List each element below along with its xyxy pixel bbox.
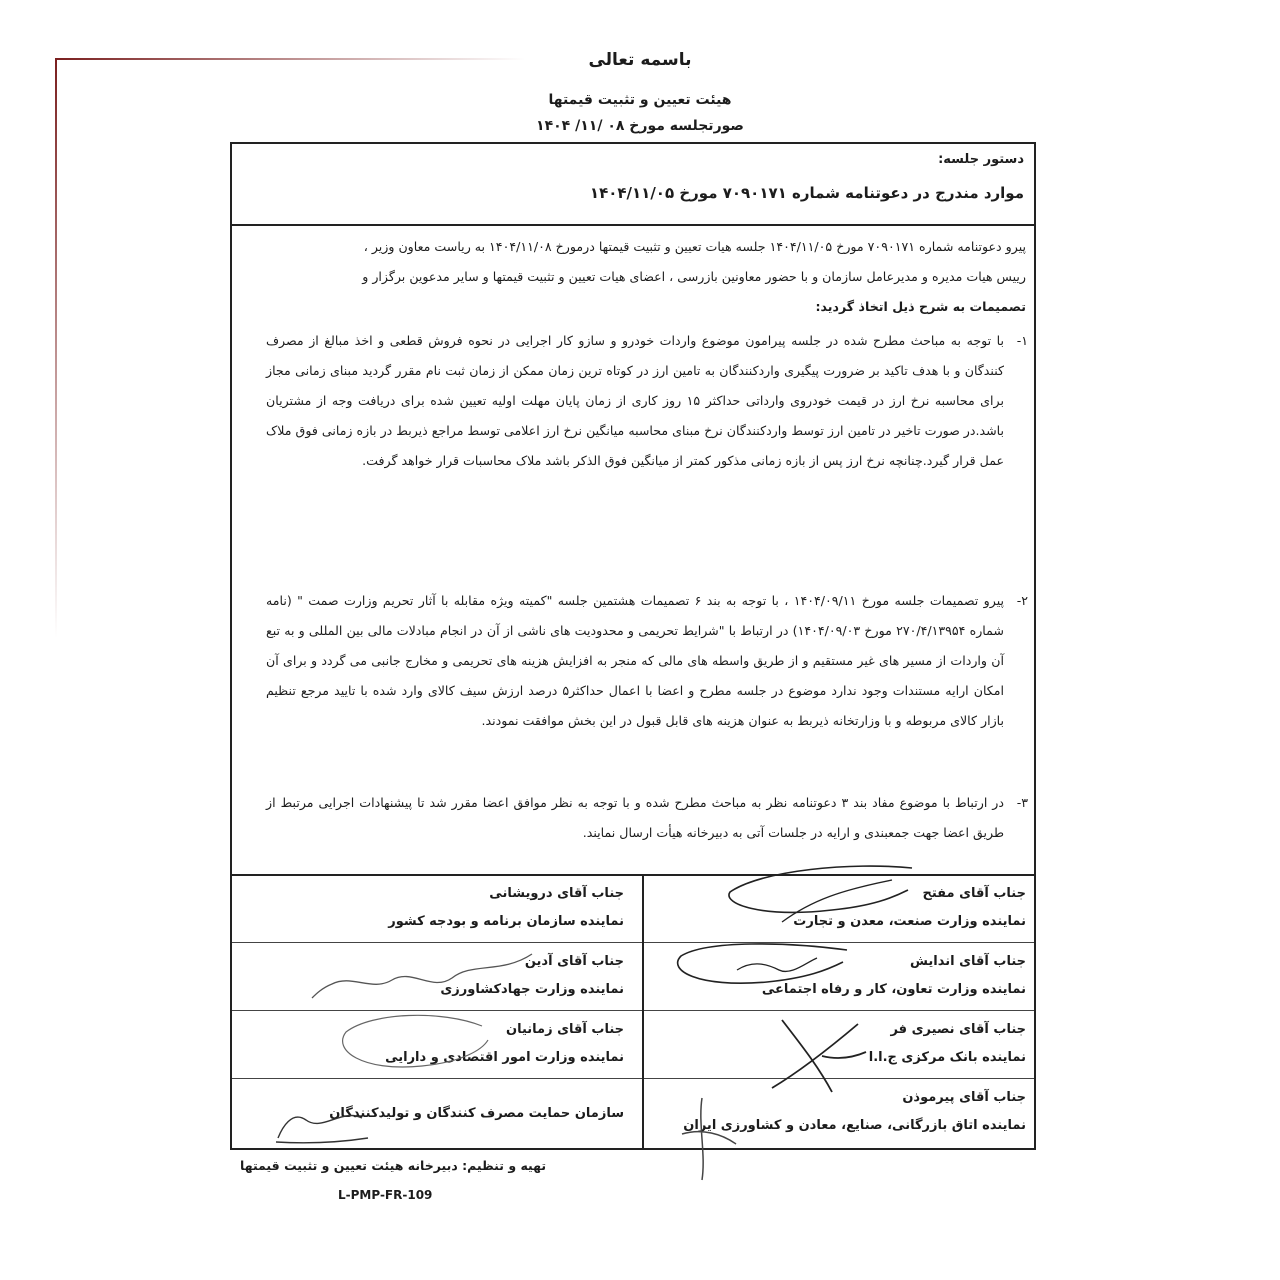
intro-line-1: پیرو دعوتنامه شماره ۷۰۹۰۱۷۱ مورخ ۱۴۰۴/۱۱/۰۵ جلسه هیات تعیین و تثبیت قیمتها درمورخ ۱۴۰۴/۱۱/۰۸ به ریاست معاون وزیر ، — [363, 239, 1026, 254]
signatory-cell — [232, 1078, 632, 1146]
signatory-org: نماینده وزارت جهادکشاورزی — [440, 982, 624, 997]
signatory-org: نماینده وزارت تعاون، کار و رفاه اجتماعی — [761, 982, 1026, 997]
document-heading-basmeh: باسمه تعالی — [588, 50, 692, 70]
signatory-name: جناب آقای درویشانی — [489, 886, 624, 901]
decision-text: پیرو تصمیمات جلسه مورخ ۱۴۰۴/۰۹/۱۱ ، با توجه به بند ۶ تصمیمات هشتمین جلسه "کمیته ویژه مقابله با آثار تحریم وزارت صمت " (نامه شماره ۲۷۰/۴/۱۳۹۵۴ مورخ ۱۴۰۴/۰۹/۰۳) در ارتباط با "شرایط تحریمی و محدودیت های ناشی از آن در انجام مبادلات مالی بین المللی و به تبع آن واردات از مسیر های غیر مستقیم و از طریق واسطه های مالی که منجر به افزایش هزینه های تحریمی و مخارج جانبی می گردد و برای آن امکان ارایه مستندات وجود ندارد موضوع در جلسه مطرح و اعضا با اعمال حداکثر۵ درصد ارزش سیف کالای وارد شده با تایید مرجع تنظیم بازار کالای مربوطه و با وزارتخانه ذیربط به عنوان هزینه های قابل قبول در این بخش موافقت نمودند. — [266, 593, 1004, 728]
decision-text: با توجه به مباحث مطرح شده در جلسه پیرامون موضوع واردات خودرو و سازو کار اجرایی در نحوه فروش قطعی و اخذ مبالغ از مصرف کنندگان و با هدف تاکید بر ضرورت پیگیری واردکنندگان به تامین ارز در کوتاه ترین زمان ممکن از زمان ثبت نام مقرر گردید مبنای زمانی مجاز برای محاسبه نرخ ارز در قیمت خودروی وارداتی حداکثر ۱۵ روز کاری از زمان پایان مهلت اولیه تعیین شده برای دریافت وجه از مشتریان باشد.در صورت تاخیر در تامین ارز توسط واردکنندگان نرخ مبنای محاسبه میانگین نرخ ارز اعلامی توسط مراجع ذیربط در بازه زمانی فوق ملاک عمل قرار گیرد.چنانچه نرخ ارز پس از بازه زمانی مذکور کمتر از میانگین فوق الذکر باشد ملاک محاسبات قرار خواهد گرفت. — [266, 333, 1004, 468]
decisions-body — [232, 224, 1034, 876]
agenda-label: دستور جلسه: — [938, 152, 1024, 167]
signatory-name: جناب آقای پیرموذن — [902, 1090, 1026, 1105]
signatory-cell — [232, 874, 632, 942]
agenda-text: موارد مندرج در دعوتنامه شماره ۷۰۹۰۱۷۱ مورخ ۱۴۰۴/۱۱/۰۵ — [589, 184, 1024, 202]
signatures-table — [232, 874, 1034, 1148]
intro-line-3: تصمیمات به شرح ذیل اتخاذ گردید: — [815, 299, 1026, 314]
agenda-box — [232, 144, 1034, 226]
signatures-column-divider — [642, 874, 644, 1148]
signatory-org: نماینده سازمان برنامه و بودجه کشور — [388, 914, 624, 929]
signatory-cell — [634, 942, 1034, 1010]
decision-item-2 — [266, 586, 1026, 736]
decision-number: ۲- — [1016, 593, 1028, 608]
signatory-org: نماینده اتاق بازرگانی، صنایع، معادن و کشاورزی ایران — [683, 1118, 1026, 1133]
signatory-name: جناب آقای مفتح — [922, 886, 1026, 901]
decision-number: ۳- — [1016, 795, 1028, 810]
signatory-cell — [634, 1010, 1034, 1078]
signatory-cell — [634, 874, 1034, 942]
signatory-cell — [232, 942, 632, 1010]
signatory-name: جناب آقای نصیری فر — [890, 1022, 1026, 1037]
minutes-date: صورتجلسه مورخ ۰۸ /۱۱/ ۱۴۰۴ — [536, 118, 744, 134]
decision-item-1 — [266, 326, 1026, 476]
committee-name: هیئت تعیین و تثبیت قیمتها — [548, 92, 732, 108]
prepared-by-note: تهیه و تنظیم: دبیرخانه هیئت تعیین و تثبیت قیمتها — [240, 1158, 547, 1173]
signatory-org: نماینده وزارت صنعت، معدن و تجارت — [793, 914, 1026, 929]
signatory-org: نماینده بانک مرکزی ج.ا.ا — [868, 1050, 1026, 1065]
signatory-org: نماینده وزارت امور اقتصادی و دارایی — [385, 1050, 624, 1065]
signature-row — [232, 1010, 1034, 1079]
signatory-org: سازمان حمایت مصرف کنندگان و تولیدکنندگان — [329, 1106, 624, 1121]
decision-item-3 — [266, 788, 1026, 848]
signatory-name: جناب آقای زمانیان — [505, 1022, 624, 1037]
signatory-name: جناب آقای آدین — [524, 954, 624, 969]
decision-text: در ارتباط با موضوع مفاد بند ۳ دعوتنامه نظر به مباحث مطرح شده و با توجه به نظر موافق اعضا مقرر شد تا پیشنهادات اجرایی مرتبط از طریق اعضا جهت جمعبندی و ارایه در جلسات آتی به دبیرخانه هیأت ارسال نمایند. — [266, 795, 1004, 840]
form-code: L-PMP-FR-109 — [338, 1188, 433, 1202]
decision-number: ۱- — [1016, 333, 1028, 348]
signatory-name: جناب آقای اندایش — [910, 954, 1026, 969]
intro-line-2: رییس هیات مدیره و مدیرعامل سازمان و با حضور معاونین بازرسی ، اعضای هیات تعیین و تثبیت قیمتها و سایر مدعوین برگزار و — [362, 269, 1026, 284]
minutes-sheet — [230, 142, 1036, 1150]
signatory-cell — [232, 1010, 632, 1078]
intro-paragraph — [240, 232, 1026, 322]
signature-row — [232, 874, 1034, 943]
decorative-corner-line-vertical — [55, 58, 57, 638]
signature-row — [232, 1078, 1034, 1146]
signatory-cell — [634, 1078, 1034, 1146]
signature-row — [232, 942, 1034, 1011]
